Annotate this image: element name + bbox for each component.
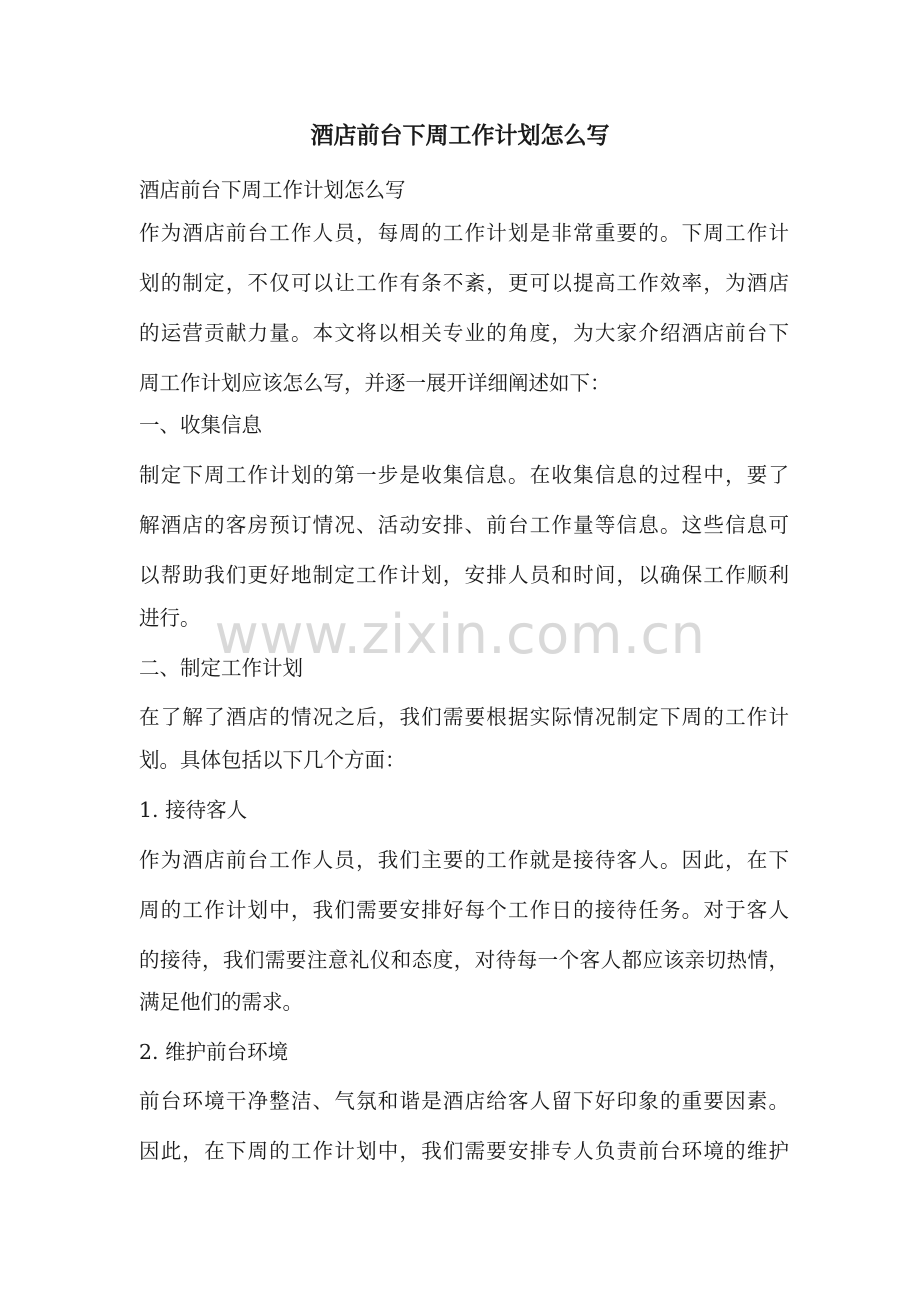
paragraph-line: 作为酒店前台工作人员，我们主要的工作就是接待客人。因此，在下 (139, 848, 789, 872)
section-heading: 一、收集信息 (139, 413, 262, 437)
paragraph-line: 的接待，我们需要注意礼仪和态度，对待每一个客人都应该亲切热情， (139, 948, 789, 972)
paragraph-line: 前台环境干净整洁、气氛和谐是酒店给客人留下好印象的重要因素。 (139, 1089, 789, 1113)
paragraph-line: 周工作计划应该怎么写，并逐一展开详细阐述如下： (139, 371, 611, 395)
paragraph-line: 进行。 (139, 606, 201, 630)
paragraph-line: 周的工作计划中，我们需要安排好每个工作日的接待任务。对于客人 (139, 898, 789, 922)
subtitle-line: 酒店前台下周工作计划怎么写 (139, 178, 406, 202)
paragraph-line: 满足他们的需求。 (139, 990, 303, 1014)
paragraph-line: 的运营贡献力量。本文将以相关专业的角度，为大家介绍酒店前台下 (139, 321, 789, 345)
document-title: 酒店前台下周工作计划怎么写 (310, 122, 610, 149)
paragraph-line: 以帮助我们更好地制定工作计划，安排人员和时间，以确保工作顺利 (139, 563, 789, 587)
paragraph-line: 在了解了酒店的情况之后，我们需要根据实际情况制定下周的工作计 (139, 705, 789, 729)
paragraph-line: 划。具体包括以下几个方面： (139, 748, 406, 772)
watermark: www.zixin.com.cn (214, 603, 706, 666)
paragraph-line: 作为酒店前台工作人员，每周的工作计划是非常重要的。下周工作计 (139, 221, 789, 245)
subsection-heading: 2. 维护前台环境 (139, 1040, 289, 1064)
subsection-heading: 1. 接待客人 (139, 798, 248, 822)
paragraph-line: 因此，在下周的工作计划中，我们需要安排专人负责前台环境的维护 (139, 1139, 789, 1163)
paragraph-line: 解酒店的客房预订情况、活动安排、前台工作量等信息。这些信息可 (139, 513, 789, 537)
paragraph-line: 制定下周工作计划的第一步是收集信息。在收集信息的过程中，要了 (139, 463, 789, 487)
section-heading: 二、制定工作计划 (139, 656, 303, 680)
paragraph-line: 划的制定，不仅可以让工作有条不紊，更可以提高工作效率，为酒店 (139, 271, 789, 295)
